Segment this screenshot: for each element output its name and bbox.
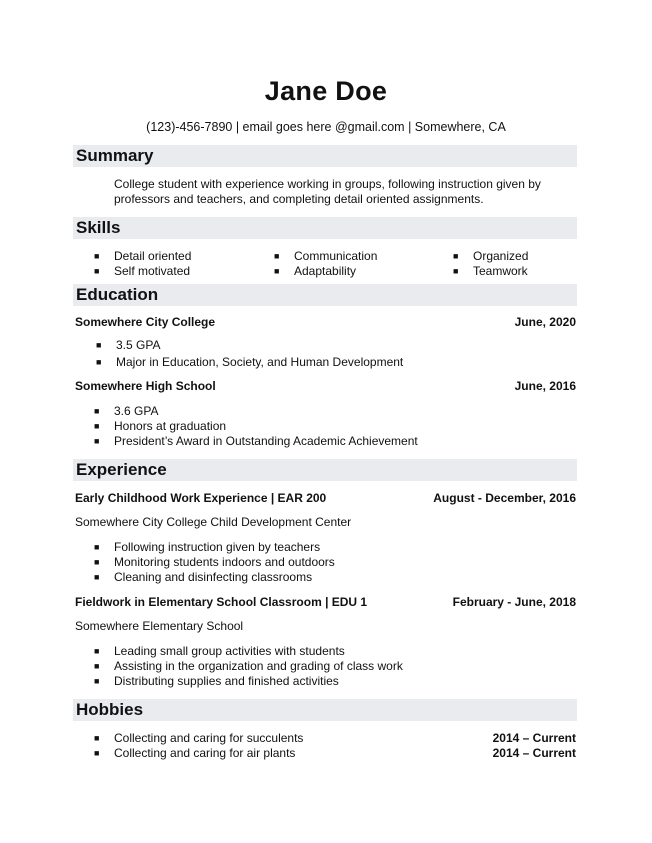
education-date: June, 2016 (514, 379, 576, 393)
skill-item: Detail oriented (114, 249, 192, 263)
bullet-icon: ■ (94, 646, 100, 656)
bullet-icon: ■ (453, 266, 459, 276)
bullet-icon: ■ (94, 676, 100, 686)
experience-bullet: Distributing supplies and finished activities (114, 674, 339, 688)
contact-line: (123)-456-7890 | email goes here @gmail.com | Somewhere, CA (146, 120, 506, 134)
education-school: Somewhere High School (75, 379, 216, 393)
skill-item: Organized (473, 249, 529, 263)
bullet-icon: ■ (94, 421, 100, 431)
education-school: Somewhere City College (75, 315, 216, 329)
experience-bullet: Monitoring students indoors and outdoors (114, 555, 335, 569)
education-bullet: 3.6 GPA (114, 404, 159, 418)
bullet-icon: ■ (94, 406, 100, 416)
skills-heading: Skills (76, 218, 121, 237)
experience-org: Somewhere City College Child Development Center (75, 515, 352, 529)
bullet-icon: ■ (94, 748, 100, 758)
experience-bullet: Following instruction given by teachers (114, 540, 321, 554)
hobby-period: 2014 – Current (492, 746, 576, 760)
education-bullet: President’s Award in Outstanding Academic Achievement (114, 434, 418, 448)
experience-date: August - December, 2016 (433, 491, 576, 505)
bullet-icon: ■ (94, 557, 100, 567)
bullet-icon: ■ (94, 572, 100, 582)
summary-heading-band (73, 145, 577, 167)
skill-item: Teamwork (473, 264, 528, 278)
experience-date: February - June, 2018 (452, 595, 576, 609)
skill-item: Communication (294, 249, 378, 263)
skill-item: Adaptability (294, 264, 357, 278)
bullet-icon: ■ (274, 251, 280, 261)
hobbies-heading-band (73, 699, 577, 721)
experience-bullet: Cleaning and disinfecting classrooms (114, 570, 313, 584)
hobbies-heading: Hobbies (76, 700, 144, 719)
education-bullet: Honors at graduation (114, 419, 227, 433)
resume-name: Jane Doe (264, 76, 388, 106)
experience-title: Early Childhood Work Experience | EAR 200 (75, 491, 327, 505)
skill-item: Self motivated (114, 264, 191, 278)
education-bullet: Major in Education, Society, and Human Development (116, 355, 404, 369)
bullet-icon: ■ (94, 542, 100, 552)
bullet-icon: ■ (274, 266, 280, 276)
bullet-icon: ■ (96, 340, 102, 350)
summary-heading: Summary (76, 146, 154, 165)
experience-title: Fieldwork in Elementary School Classroom | EDU 1 (75, 595, 368, 609)
hobby-period: 2014 – Current (492, 731, 576, 745)
experience-bullet: Leading small group activities with students (114, 644, 345, 658)
education-heading-band (73, 284, 577, 306)
bullet-icon: ■ (94, 733, 100, 743)
hobby-item: Collecting and caring for air plants (114, 746, 296, 760)
hobby-item: Collecting and caring for succulents (114, 731, 304, 745)
bullet-icon: ■ (453, 251, 459, 261)
bullet-icon: ■ (94, 266, 100, 276)
experience-bullet: Assisting in the organization and grading of class work (114, 659, 403, 673)
experience-heading: Experience (76, 460, 167, 479)
education-date: June, 2020 (514, 315, 576, 329)
experience-heading-band (73, 459, 577, 481)
summary-text: College student with experience working in groups, following instruction given by professors and teachers, and completing detail oriented assignments. (114, 177, 541, 206)
education-bullet: 3.5 GPA (116, 338, 161, 352)
bullet-icon: ■ (94, 251, 100, 261)
bullet-icon: ■ (96, 357, 102, 367)
skills-heading-band (73, 217, 577, 239)
bullet-icon: ■ (94, 436, 100, 446)
experience-org: Somewhere Elementary School (75, 619, 244, 633)
bullet-icon: ■ (94, 661, 100, 671)
education-heading: Education (76, 285, 159, 304)
